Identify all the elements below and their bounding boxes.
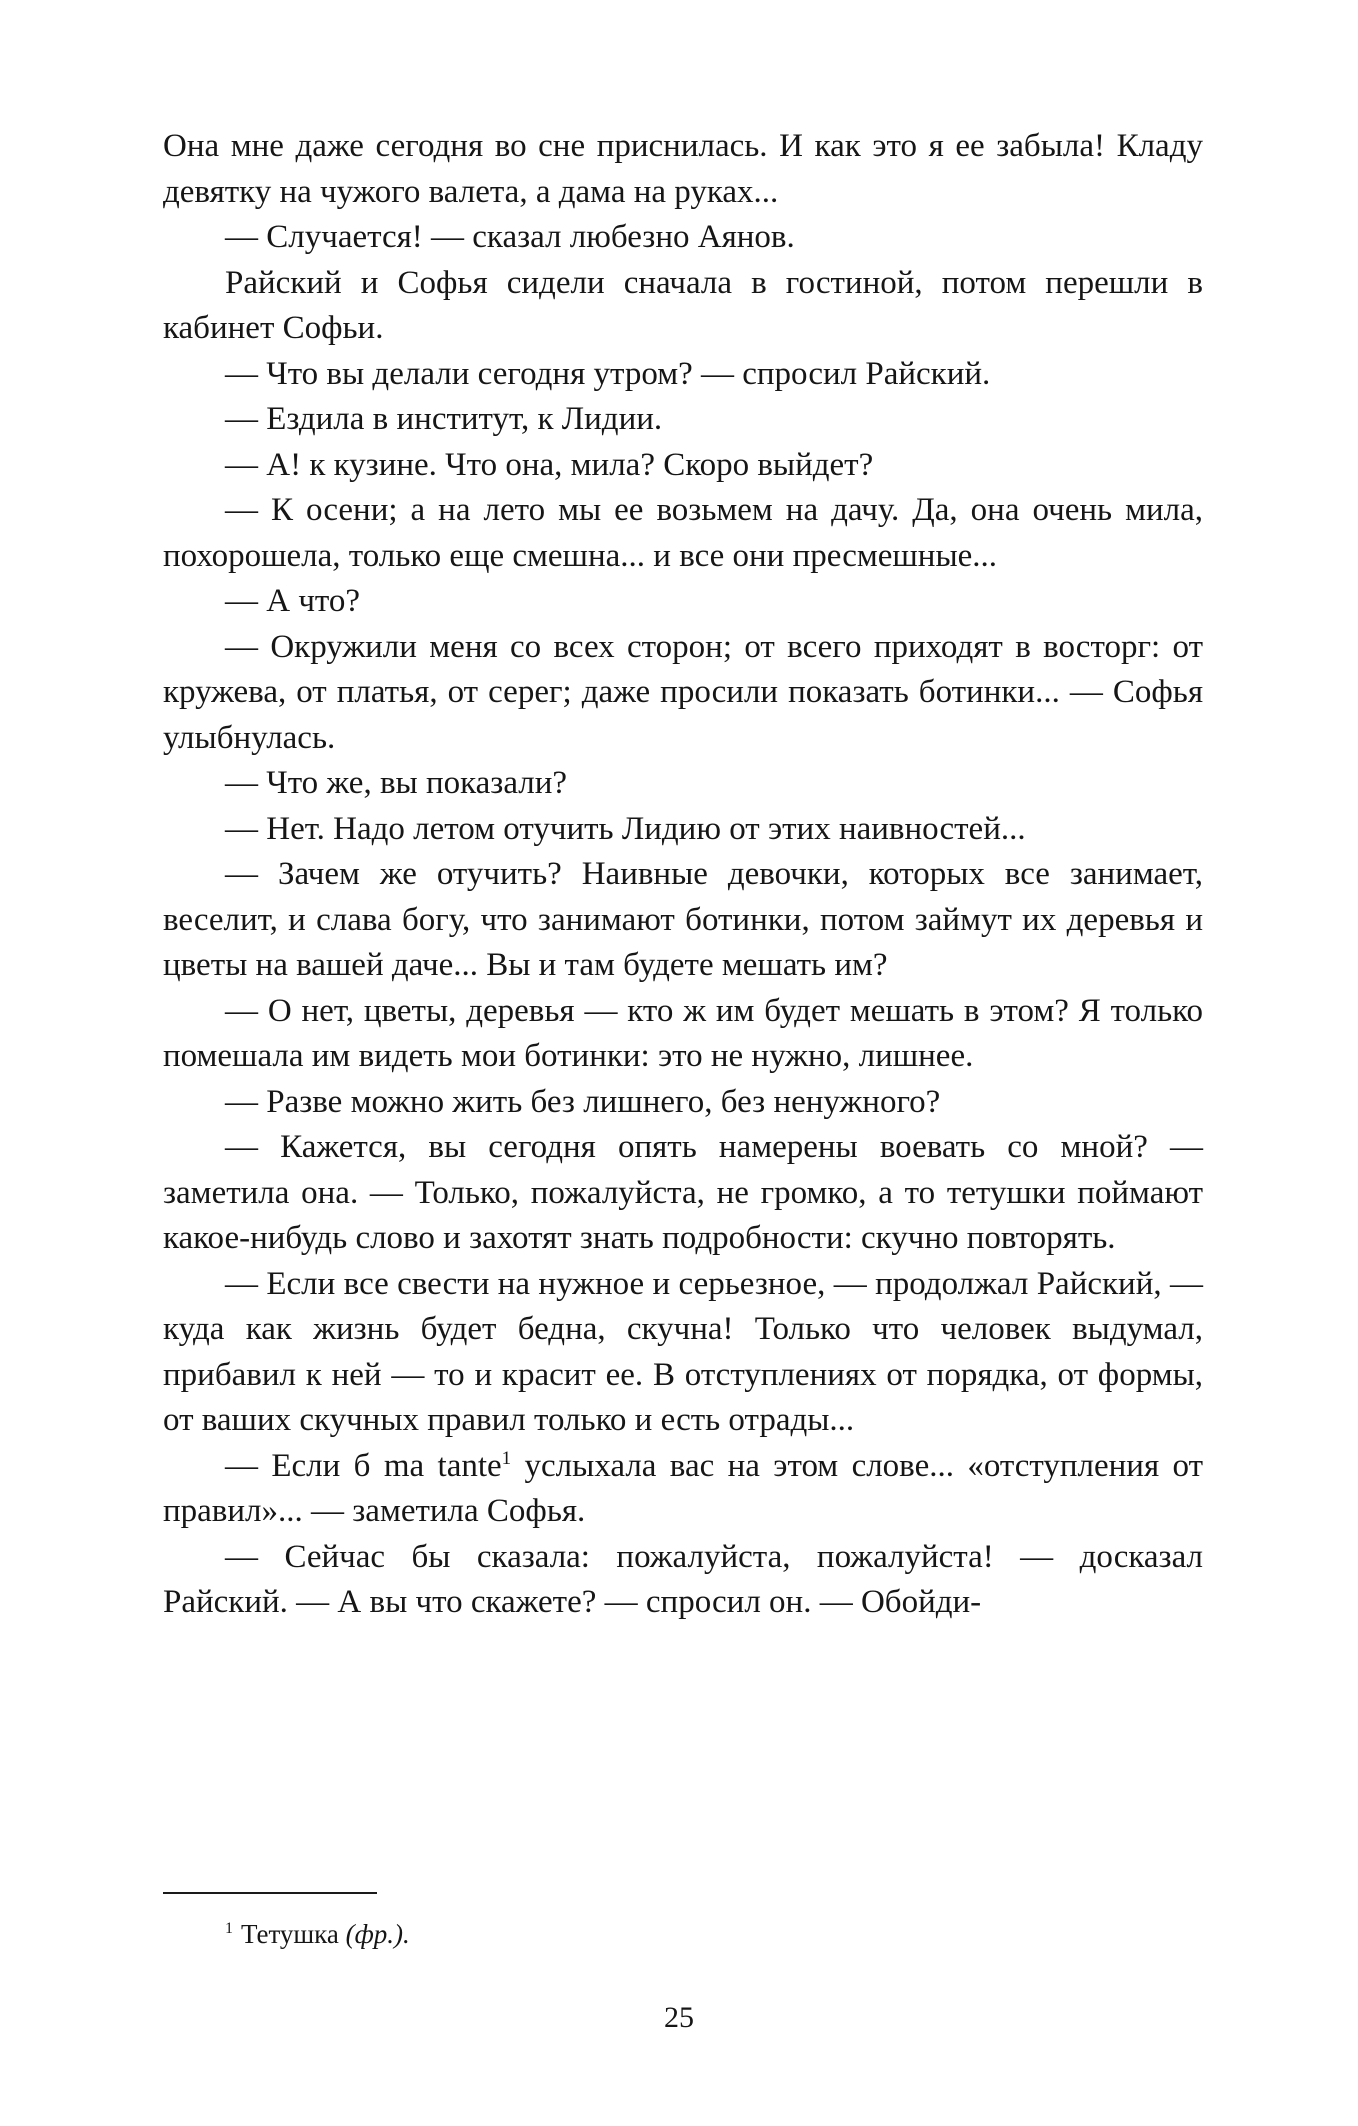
paragraph: — О нет, цветы, деревья — кто ж им будет мешать в этом? Я только помешала им видеть мои ботинки: это не нужно, лишнее. [163, 992, 1203, 1074]
paragraph: — Разве можно жить без лишнего, без ненужного? [225, 1083, 941, 1120]
paragraph-text: — Если б ma tante [225, 1447, 502, 1484]
footnote-divider [163, 1892, 377, 1894]
paragraph: Она мне даже сегодня во сне приснилась. И как это я ее забыла! Кладу девятку на чужого валета, а дама на руках... [163, 128, 1203, 210]
footnote-text: Тетушка [241, 1919, 339, 1949]
paragraph: — Ездила в институт, к Лидии. [225, 401, 663, 437]
paragraph: — Что вы делали сегодня утром? — спросил Райский. [225, 355, 991, 392]
paragraph: — К осени; а на лето мы ее возьмем на дачу. Да, она очень мила, похорошела, только еще смешна... и все они пресмешные... [163, 492, 1203, 574]
paragraph-text: услыхала вас на этом слове... «отступления от правил»... — заметила Софья. [163, 1447, 1203, 1529]
paragraph: — Зачем же отучить? Наивные девочки, которых все занимает, веселит, и слава богу, что занимают ботинки, потом займут их деревья и цветы на вашей даче... Вы и там будете мешать им? [163, 856, 1203, 983]
body-text [163, 124, 1203, 1626]
paragraph: — Окружили меня со всех сторон; от всего приходят в восторг: от кружева, от платья, от серег; даже просили показать ботинки... — Софья улыбнулась. [163, 628, 1203, 756]
paragraph: Райский и Софья сидели сначала в гостиной, потом перешли в кабинет Софьи. [163, 264, 1203, 346]
paragraph-with-footnote [163, 1444, 1203, 1535]
paragraph: — Если все свести на нужное и серьезное, — продолжал Райский, — куда как жизнь будет бедна, скучна! Только что человек выдумал, прибавил к ней — то и красит ее. В отступлениях от порядка, от формы, от ваших скучных правил только и есть отрады... [163, 1265, 1203, 1438]
paragraph: — А! к кузине. Что она, мила? Скоро выйдет? [225, 446, 874, 483]
paragraph: — Сейчас бы сказала: пожалуйста, пожалуйста! — досказал Райский. — А вы что скажете? — спросил он. — Обойди- [163, 1538, 1203, 1620]
page-number: 25 [664, 2001, 694, 2034]
footnote-note: (фр.). [345, 1919, 410, 1949]
paragraph: — Нет. Надо летом отучить Лидию от этих наивностей... [225, 810, 1026, 847]
paragraph: — А что? [225, 583, 361, 619]
footnote [225, 1916, 410, 1952]
footnote-reference: 1 [501, 1447, 512, 1469]
footnote-mark: 1 [225, 1920, 233, 1937]
paragraph: — Случается! — сказал любезно Аянов. [225, 219, 795, 255]
paragraph: — Что же, вы показали? [225, 765, 568, 801]
paragraph: — Кажется, вы сегодня опять намерены воевать со мной? — заметила она. — Только, пожалуйста, не громко, а то тетушки поймают какое-нибудь слово и захотят знать подробности: скучно повторять. [163, 1129, 1203, 1256]
